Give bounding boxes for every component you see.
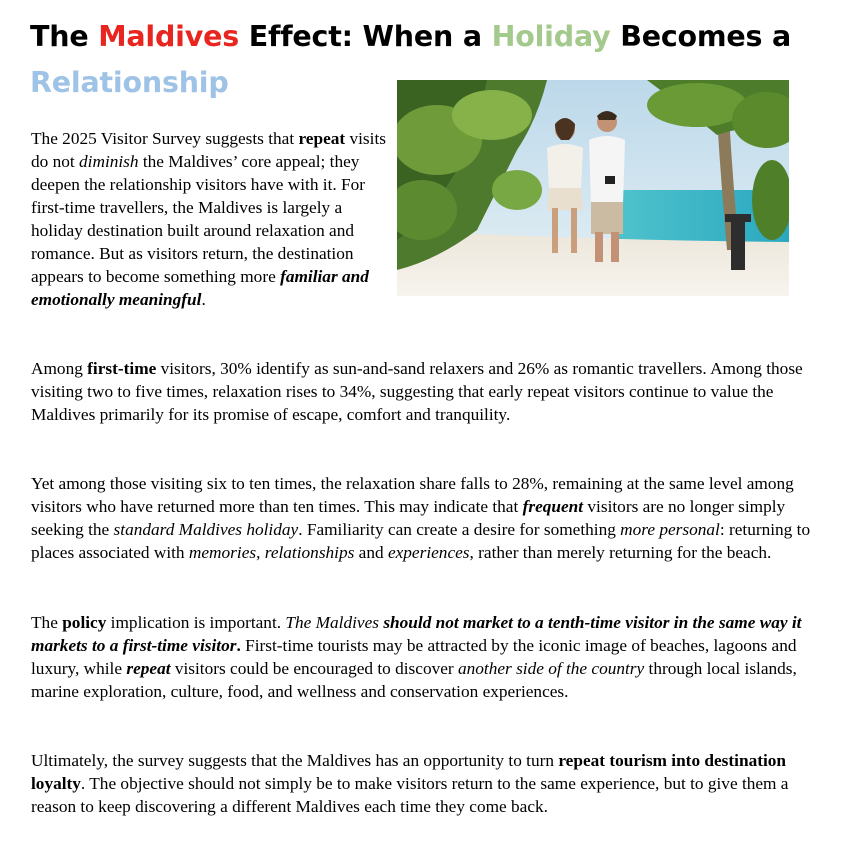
- policy-paragraph: [31, 611, 821, 703]
- title-part: Effect: When a: [239, 20, 492, 53]
- text-run: First-time tourists may be attracted by the iconic image of beaches, lagoons and luxury, while: [31, 636, 797, 678]
- first-time-paragraph: [31, 357, 821, 426]
- text-run: Yet among those visiting six to ten times, the relaxation share falls to 28%, remaining at the same level among visitors who have returned more than ten times. This may indicate that: [31, 474, 794, 516]
- text-run-bold-italic: repeat: [126, 659, 171, 678]
- text-run: the Maldives’ core appeal; they deepen the relationship visitors have with it. For first-time travellers, the Maldives is largely a holiday destination built around relaxation and romance. But as visitors return, the destination appears to become something more: [31, 152, 366, 286]
- text-run-bold: policy: [62, 613, 107, 632]
- text-run-italic: relationships: [264, 543, 355, 562]
- title-holiday-word: Holiday: [491, 20, 611, 53]
- conclusion-paragraph: [31, 749, 821, 818]
- text-run: : returning to places associated with: [31, 520, 811, 562]
- text-run-italic: more personal: [620, 520, 720, 539]
- title-maldives-word: Maldives: [98, 20, 239, 53]
- text-run: through local islands, marine exploration, culture, food, and wellness and conservation experiences.: [31, 659, 797, 701]
- frequent-visitors-paragraph: [31, 472, 821, 564]
- couple-on-beach-photo: [397, 80, 789, 296]
- text-run-italic: another side of the country: [457, 659, 645, 678]
- text-run-italic: The Maldives: [285, 613, 384, 632]
- title-relationship-word: Relationship: [30, 66, 229, 99]
- text-run-italic: diminish: [79, 152, 139, 171]
- text-run-bold: first-time: [87, 359, 157, 378]
- text-run: visitors are no longer simply seeking the: [31, 497, 786, 539]
- text-run: Among: [31, 359, 88, 378]
- text-run-italic: standard Maldives holiday: [113, 520, 299, 539]
- text-run: , rather than merely returning for the beach.: [469, 543, 772, 562]
- text-run: . The objective should not simply be to make visitors return to the same experience, but to give them a reason to keep discovering a different Maldives each time they come back.: [31, 774, 789, 816]
- text-run: and: [354, 543, 388, 562]
- title-part: The: [30, 20, 99, 53]
- text-run-bold-italic: familiar and emotionally meaningful: [31, 267, 369, 309]
- text-run-bold: repeat: [298, 129, 346, 148]
- text-run-bold: repeat tourism into destination loyalty: [31, 751, 787, 793]
- text-run: The: [31, 613, 63, 632]
- text-run: . Familiarity can create a desire for something: [298, 520, 621, 539]
- text-run-italic: experiences: [387, 543, 470, 562]
- text-run: implication is important.: [106, 613, 286, 632]
- text-run: visitors, 30% identify as sun-and-sand relaxers and 26% as romantic travellers. Among those visiting two to five times, relaxation rises to 34%, suggesting that early repeat visitors continue to value the Maldives primarily for its promise of escape, comfort and tranquility.: [31, 359, 803, 424]
- text-run-bold-italic: frequent: [522, 497, 584, 516]
- text-run: ,: [256, 543, 265, 562]
- text-run-italic: memories: [188, 543, 257, 562]
- text-run: visits do not: [31, 129, 386, 171]
- text-run: The 2025 Visitor Survey suggests that: [31, 129, 299, 148]
- text-run: Ultimately, the survey suggests that the Maldives has an opportunity to turn: [31, 751, 559, 770]
- text-run-bold: .: [236, 636, 241, 655]
- intro-paragraph: [31, 127, 393, 311]
- text-run: visitors could be encouraged to discover: [170, 659, 458, 678]
- text-run: .: [201, 290, 206, 309]
- title-part: Becomes a: [610, 20, 792, 53]
- text-run-bold-italic: should not market to a tenth-time visitor in the same way it markets to a first-time visitor: [31, 613, 802, 655]
